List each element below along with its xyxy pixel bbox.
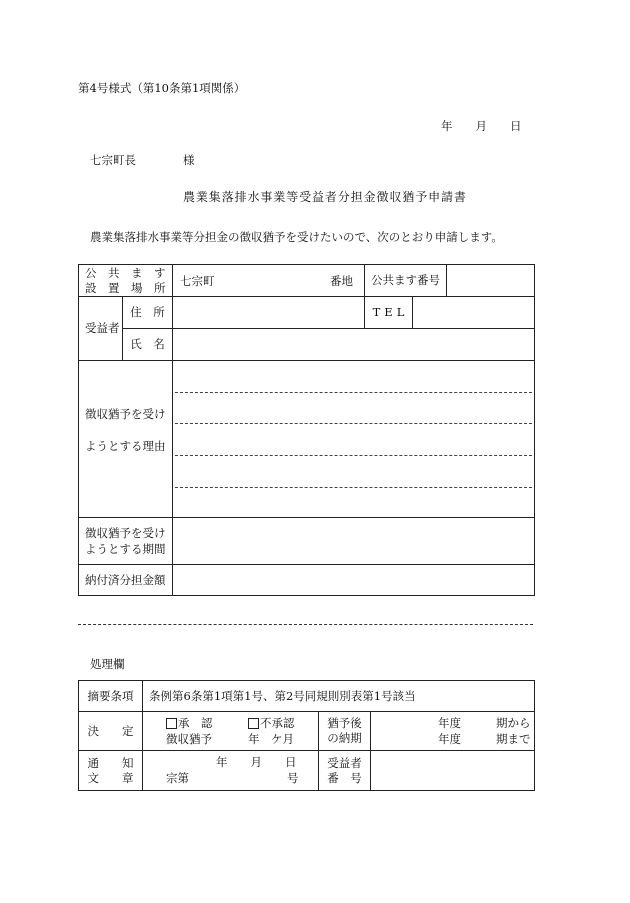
basin-location-row [79,265,535,297]
address-row [79,297,535,329]
deferral-period: 年 ケ月 [248,732,294,746]
addressee: 七宗町長 [90,153,136,167]
reason-row [79,361,535,518]
due-label-line1: 猶予後 [327,716,362,730]
clause-row [79,681,535,712]
basin-location-suffix: 番地 [330,273,353,288]
approve-checkbox[interactable] [166,718,177,729]
document-title: 農業集落排水事業等受益者分担金徴収猶予申請書 [183,190,467,204]
intro-text: 農業集落排水事業等分担金の徴収猶予を受けたいので、次のとおり申請します。 [90,230,503,244]
beneficiary-label: 受益者 [79,297,123,361]
reason-field[interactable] [173,361,535,518]
address-field[interactable] [173,297,365,329]
reason-label-line1: 徴収猶予を受け [85,407,166,421]
notice-prefix: 宗第 [166,771,189,785]
to-term: 期まで [496,732,531,746]
due-label-line2: の納期 [327,731,362,745]
form-number: 第4号様式（第10条第1項関係） [78,81,246,95]
decision-label: 決 定 [79,712,143,751]
honorific: 様 [183,153,195,167]
approve-option: 承 認 [178,716,213,730]
processing-section-label: 処理欄 [90,657,125,671]
application-table [78,264,535,596]
period-label-line2: ようとする期間 [85,542,166,556]
reason-line [175,423,532,424]
deferral-label: 徴収猶予 [166,732,212,746]
beneficiary-number-field[interactable] [371,751,535,791]
notice-label [79,751,143,791]
decision-row [79,712,535,751]
notice-row [79,751,535,791]
reason-line [175,487,532,488]
basin-location-label-line1: 公 共 ま す [85,265,166,280]
notice-label-line2: 文 章 [87,770,134,785]
name-row [79,329,535,361]
decision-field [143,712,319,751]
address-label: 住 所 [123,297,173,329]
notice-label-line1: 通 知 [87,755,134,770]
period-label [79,518,173,565]
notice-date: 年 月 日 [216,755,297,769]
due-field [371,712,535,751]
basin-location-label [79,265,173,297]
basin-location-label-line2: 設 置 場 所 [85,280,166,295]
clause-label: 摘要条項 [79,681,143,712]
reject-option: 不承認 [260,716,295,730]
name-field[interactable] [173,329,535,361]
basin-location-field[interactable] [173,265,365,297]
paid-amount-label: 納付済分担金額 [79,565,173,596]
cut-line [78,624,533,625]
from-year: 年度 [438,716,461,730]
reason-label-line2: ようとする理由 [85,439,166,453]
clause-value: 条例第6条第1項第1号、第2号同規則別表第1号該当 [143,681,535,712]
processing-table [78,680,535,791]
reason-label [79,361,173,518]
tel-field[interactable] [413,297,535,329]
basin-number-label: 公共ます番号 [365,265,447,297]
beneficiary-number-label [319,751,371,791]
basin-number-field[interactable] [447,265,535,297]
reason-line [175,392,532,393]
paid-amount-row [79,565,535,596]
basin-location-town: 七宗町 [180,273,215,288]
notice-suffix: 号 [287,771,299,785]
date-line: 年 月 日 [441,119,522,133]
beneficiary-number-label-line2: 番 号 [327,770,362,785]
paid-amount-field[interactable] [173,565,535,596]
reason-line [175,455,532,456]
period-field[interactable] [173,518,535,565]
from-term: 期から [496,716,531,730]
due-label [319,712,371,751]
to-year: 年度 [438,732,461,746]
tel-label: TEL [365,297,413,329]
period-label-line1: 徴収猶予を受け [85,526,166,540]
name-label: 氏 名 [123,329,173,361]
reject-checkbox[interactable] [248,718,259,729]
period-row [79,518,535,565]
beneficiary-number-label-line1: 受益者 [327,755,362,770]
notice-field [143,751,319,791]
